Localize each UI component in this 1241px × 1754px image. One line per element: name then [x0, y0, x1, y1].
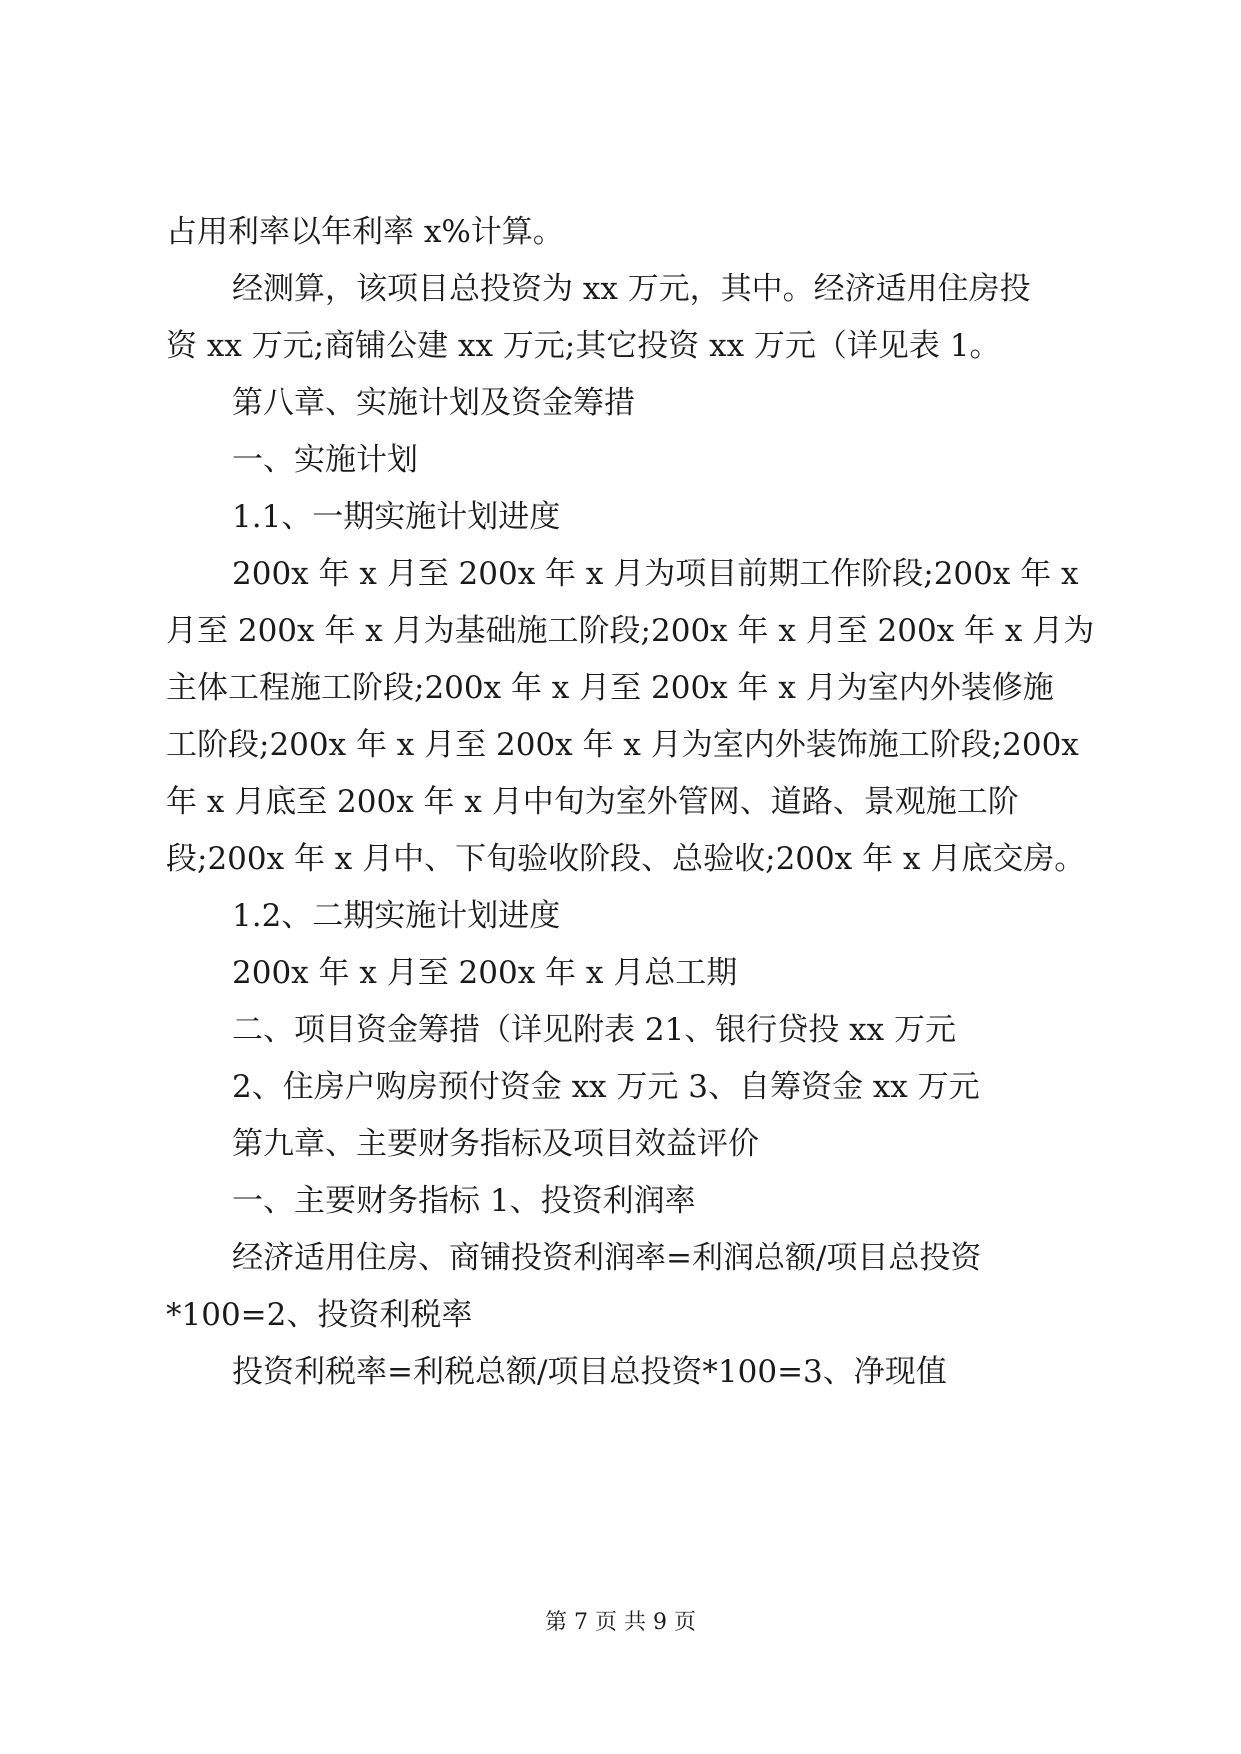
- chapter-heading: 第九章、主要财务指标及项目效益评价: [232, 1126, 759, 1162]
- chapter-heading: 第八章、实施计划及资金筹措: [232, 385, 635, 421]
- section-heading: 二、项目资金筹措（详见附表 21、银行贷投 xx 万元: [232, 1012, 956, 1048]
- page-footer: 第 7 页 共 9 页: [545, 1610, 696, 1635]
- text-line: 资 xx 万元;商铺公建 xx 万元;其它投资 xx 万元（详见表 1。: [166, 328, 1001, 364]
- text-line: 月至 200x 年 x 月为基础施工阶段;200x 年 x 月至 200x 年 x 月为: [166, 613, 1095, 649]
- text-line: 主体工程施工阶段;200x 年 x 月至 200x 年 x 月为室内外装修施: [166, 670, 1054, 706]
- text-line: 投资利税率=利税总额/项目总投资*100=3、净现值: [232, 1354, 947, 1390]
- text-line: 占用利率以年利率 x%计算。: [166, 214, 564, 250]
- text-line: 工阶段;200x 年 x 月至 200x 年 x 月为室内外装饰施工阶段;200x: [166, 727, 1079, 763]
- subsection-heading: 1.1、一期实施计划进度: [232, 499, 561, 535]
- text-line: 2、住房户购房预付资金 xx 万元 3、自筹资金 xx 万元: [232, 1069, 980, 1105]
- text-line: 200x 年 x 月至 200x 年 x 月为项目前期工作阶段;200x 年 x: [232, 556, 1079, 592]
- text-line: 经测算，该项目总投资为 xx 万元，其中。经济适用住房投: [232, 271, 1031, 307]
- text-line: 年 x 月底至 200x 年 x 月中旬为室外管网、道路、景观施工阶: [166, 784, 1019, 820]
- text-line: 经济适用住房、商铺投资利润率=利润总额/项目总投资: [232, 1240, 982, 1276]
- text-line: 200x 年 x 月至 200x 年 x 月总工期: [232, 955, 738, 991]
- subsection-heading: 1.2、二期实施计划进度: [232, 898, 561, 934]
- text-line: *100=2、投资利税率: [166, 1297, 473, 1333]
- section-heading: 一、主要财务指标 1、投资利润率: [232, 1183, 696, 1219]
- section-heading: 一、实施计划: [232, 442, 418, 478]
- text-line: 段;200x 年 x 月中、下旬验收阶段、总验收;200x 年 x 月底交房。: [166, 841, 1086, 877]
